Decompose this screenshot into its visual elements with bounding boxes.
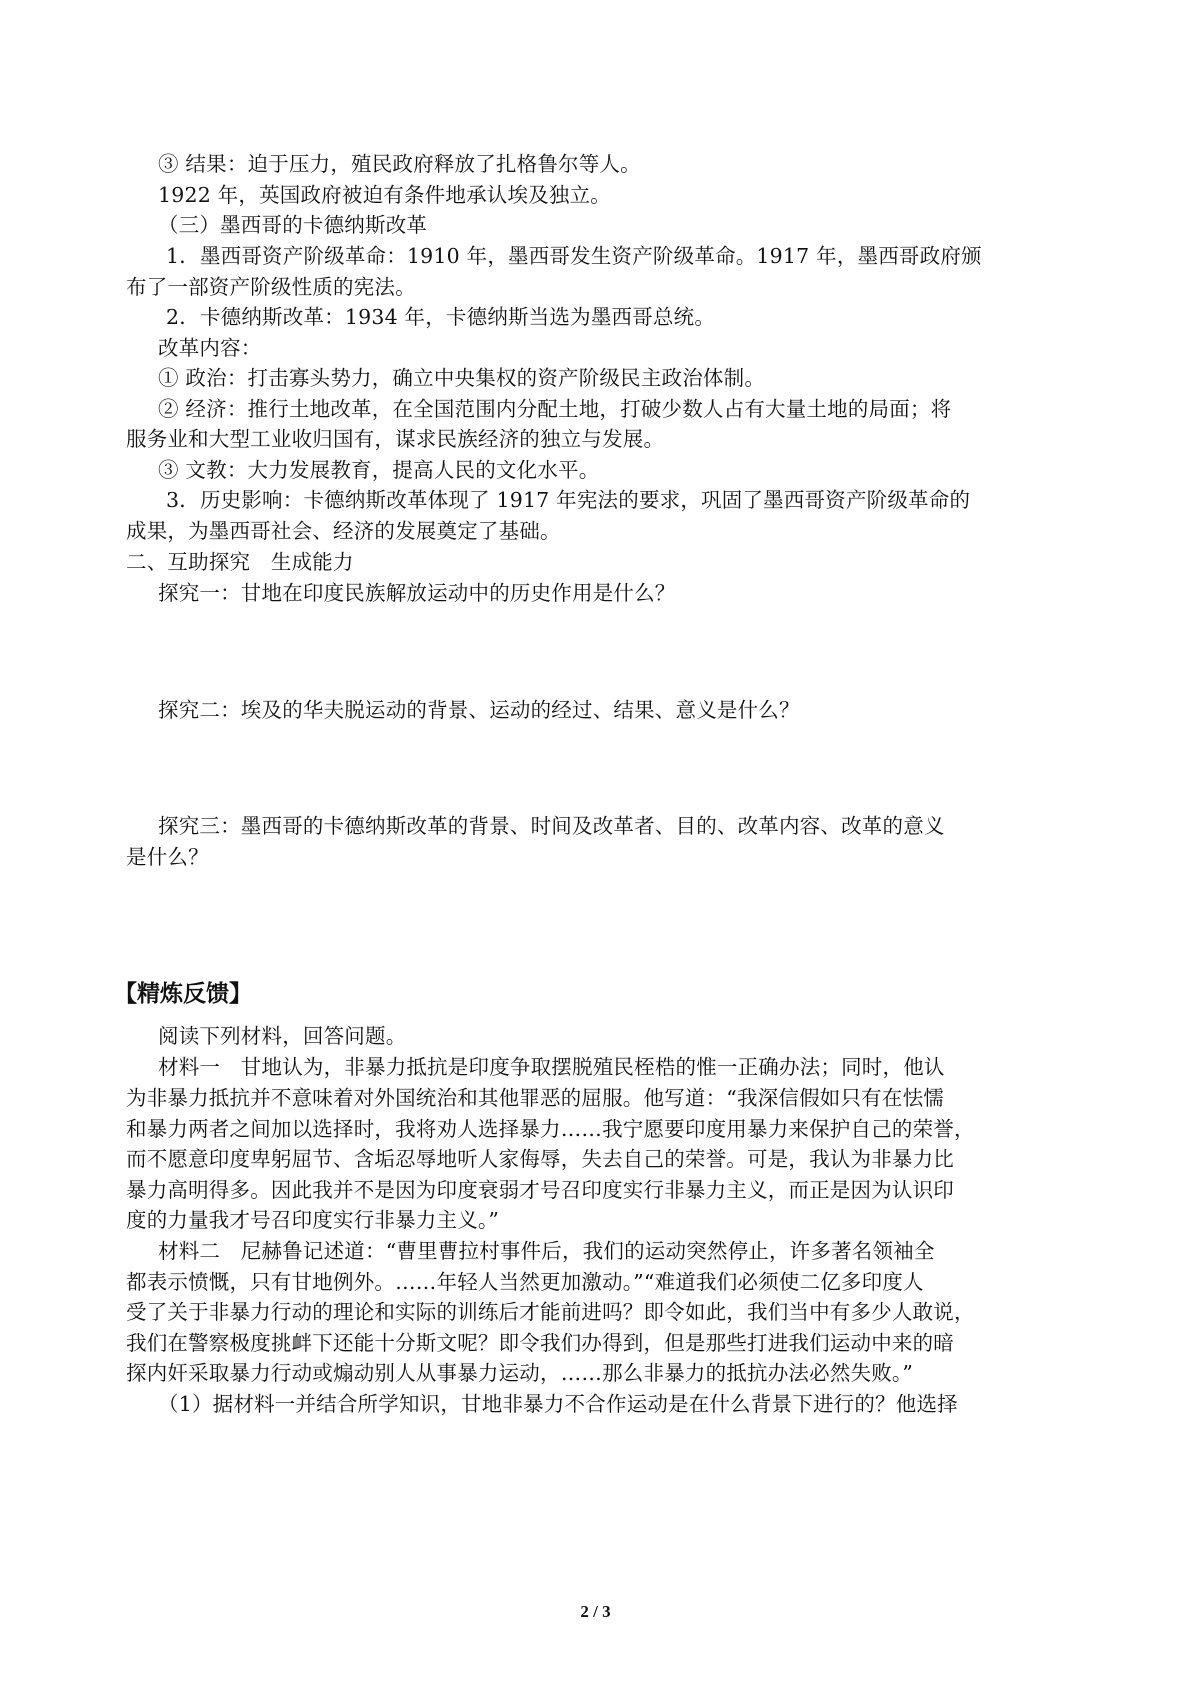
material-line: 和暴力两者之间加以选择时，我将劝人选择暴力……我宁愿要印度用暴力来保护自己的荣誉， <box>126 1117 975 1141</box>
question-line: 探究一：甘地在印度民族解放运动中的历史作用是什么？ <box>158 581 676 605</box>
material-line: 度的力量我才号召印度实行非暴力主义。” <box>126 1208 500 1232</box>
material-line: 都表示愤慨，只有甘地例外。……年轻人当然更加激动。”“难道我们必须使二亿多印度人 <box>126 1270 924 1294</box>
text-line: 1．墨西哥资产阶级革命：1910 年，墨西哥发生资产阶级革命。1917 年，墨西哥政府颁 <box>166 244 982 268</box>
text-line: 成果，为墨西哥社会、经济的发展奠定了基础。 <box>126 519 561 543</box>
material-line: 而不愿意印度卑躬屈节、含垢忍辱地听人家侮辱，失去自己的荣誉。可是，我认为非暴力比 <box>126 1147 954 1171</box>
material-line: 探内奸采取暴力行动或煽动别人从事暴力运动，……那么非暴力的抵抗办法必然失败。” <box>126 1361 914 1385</box>
text-line: ③ 结果：迫于压力，殖民政府释放了扎格鲁尔等人。 <box>158 152 641 176</box>
text-line: 布了一部资产阶级性质的宪法。 <box>126 275 416 299</box>
material-line: 材料二 尼赫鲁记述道：“曹里曹拉村事件后，我们的运动突然停止，许多著名领袖全 <box>158 1239 935 1263</box>
text-line: （三）墨西哥的卡德纳斯改革 <box>158 213 428 237</box>
material-line: 我们在警察极度挑衅下还能十分斯文呢？即令我们办得到，但是那些打进我们运动中来的暗 <box>126 1331 954 1355</box>
section-subheading: 二、互助探究 生成能力 <box>126 550 354 574</box>
material-line: 暴力高明得多。因此我并不是因为印度衰弱才号召印度实行非暴力主义，而正是因为认识印 <box>126 1178 954 1202</box>
question-line: 探究三：墨西哥的卡德纳斯改革的背景、时间及改革者、目的、改革内容、改革的意义 <box>158 814 945 838</box>
text-line: 2．卡德纳斯改革：1934 年，卡德纳斯当选为墨西哥总统。 <box>166 305 716 329</box>
question-line: 探究二：埃及的华夫脱运动的背景、运动的经过、结果、意义是什么？ <box>158 698 800 722</box>
text-line: 服务业和大型工业收归国有，谋求民族经济的独立与发展。 <box>126 427 665 451</box>
text-line: 3．历史影响：卡德纳斯改革体现了 1917 年宪法的要求，巩固了墨西哥资产阶级革命的 <box>166 488 971 512</box>
question-line: （1）据材料一并结合所学知识，甘地非暴力不合作运动是在什么背景下进行的？他选择 <box>158 1392 958 1416</box>
text-line: 阅读下列材料，回答问题。 <box>158 1024 407 1048</box>
text-line: ② 经济：推行土地改革，在全国范围内分配土地，打破少数人占有大量土地的局面；将 <box>158 397 952 421</box>
page-number: 2 / 3 <box>580 1602 611 1621</box>
material-line: 受了关于非暴力行动的理论和实际的训练后才能前进吗？即令如此，我们当中有多少人敢说， <box>126 1300 975 1324</box>
question-line: 是什么？ <box>126 845 209 869</box>
section-heading: 【精炼反馈】 <box>114 980 252 1007</box>
text-line: ① 政治：打击寡头势力，确立中央集权的资产阶级民主政治体制。 <box>158 366 766 390</box>
material-line: 材料一 甘地认为，非暴力抵抗是印度争取摆脱殖民桎梏的惟一正确办法；同时，他认 <box>158 1055 945 1079</box>
text-line: 改革内容： <box>158 336 262 360</box>
text-line: 1922 年，英国政府被迫有条件地承认埃及独立。 <box>158 183 611 207</box>
material-line: 为非暴力抵抗并不意味着对外国统治和其他罪恶的屈服。他写道：“我深信假如只有在怯懦 <box>126 1086 944 1110</box>
text-line: ③ 文教：大力发展教育，提高人民的文化水平。 <box>158 458 600 482</box>
